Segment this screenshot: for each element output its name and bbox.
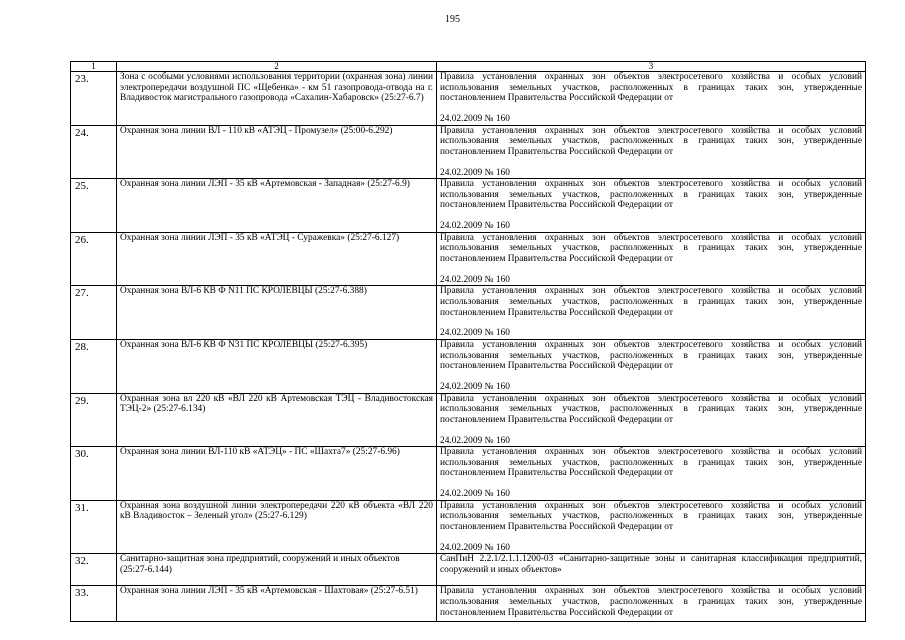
regulation-text: Правила установления охранных зон объектов электросетевого хозяйства и особых условий использования земельных участков, расположенных в границах таких зон, утвержденные постановлением Правительства Российской Федерации от	[440, 286, 862, 318]
zone-code: (25:27-6.144)	[120, 564, 172, 575]
table-row	[71, 500, 866, 554]
zone-name: Охранная зона линии ЛЭП - 35 кВ «Артемовская - Западная» (25:27-6.9)	[117, 179, 437, 233]
regulation-cell	[437, 447, 866, 501]
row-number: 31.	[71, 500, 117, 554]
row-number: 25.	[71, 179, 117, 233]
regulation-text: Правила установления охранных зон объектов электросетевого хозяйства и особых условий использования земельных участков, расположенных в границах таких зон, утвержденные постановлением Правительства Российской Федерации от	[440, 500, 862, 532]
table-row	[71, 554, 866, 586]
regulation-date: 24.02.2009 № 160	[440, 114, 510, 124]
regulation-text: СанПиН 2.2.1/2.1.1.1200-03 «Санитарно-защитные зоны и санитарная классификация предприятий, сооружений и иных объектов»	[440, 554, 862, 575]
zone-name: Охранная зона воздушной линии электропередачи 220 кВ объекта «ВЛ 220 кВ Владивосток – Зеленый угол» (25:27-6.129)	[117, 500, 437, 554]
zone-name: Санитарно-защитная зона предприятий, сооружений и иных объектов	[120, 554, 400, 565]
row-number: 32.	[71, 554, 117, 586]
regulation-text: Правила установления охранных зон объектов электросетевого хозяйства и особых условий использования земельных участков, расположенных в границах таких зон, утвержденные постановлением Правительства Российской Федерации от	[440, 179, 862, 211]
regulation-cell	[437, 125, 866, 179]
table-header-row	[71, 62, 866, 72]
table-row	[71, 72, 866, 126]
regulation-cell	[437, 500, 866, 554]
regulation-cell	[437, 586, 866, 622]
regulation-cell	[437, 554, 866, 586]
row-number: 28.	[71, 339, 117, 393]
table-row	[71, 447, 866, 501]
zone-name: Охранная зона ВЛ-6 КВ Ф N31 ПС КРОЛЕВЦЫ (25:27-6.395)	[117, 339, 437, 393]
regulation-text: Правила установления охранных зон объектов электросетевого хозяйства и особых условий использования земельных участков, расположенных в границах таких зон, утвержденные постановлением Правительства Российской Федерации от	[440, 125, 862, 157]
zone-name: Охранная зона ВЛ-6 КВ Ф N11 ПС КРОЛЕВЦЫ (25:27-6.388)	[117, 286, 437, 340]
regulation-text: Правила установления охранных зон объектов электросетевого хозяйства и особых условий использования земельных участков, расположенных в границах таких зон, утвержденные постановлением Правительства Российской Федерации от	[440, 393, 862, 425]
regulation-cell	[437, 339, 866, 393]
zone-name: Охранная зона линии ВЛ - 110 кВ «АТЭЦ - Промузел» (25:00-6.292)	[117, 125, 437, 179]
regulation-date: 24.02.2009 № 160	[440, 221, 510, 232]
zone-name: Охранная зона линии ЛЭП - 35 кВ «Артемовская - Шахтовая» (25:27-6.51)	[117, 586, 437, 622]
header-col-1: 1	[71, 62, 117, 72]
row-number: 29.	[71, 393, 117, 447]
row-number: 24.	[71, 125, 117, 179]
regulation-date: 24.02.2009 № 160	[440, 328, 510, 339]
regulation-cell	[437, 232, 866, 286]
regulation-text: Правила установления охранных зон объектов электросетевого хозяйства и особых условий использования земельных участков, расположенных в границах таких зон, утвержденные постановлением Правительства Российской Федерации от	[440, 447, 862, 479]
regulation-text: Правила установления охранных зон объектов электросетевого хозяйства и особых условий использования земельных участков, расположенных в границах таких зон, утвержденные постановлением Правительства Российской Федерации от	[440, 586, 862, 618]
row-number: 33.	[71, 586, 117, 622]
regulation-date: 24.02.2009 № 160	[440, 542, 510, 553]
regulation-date: 24.02.2009 № 160	[440, 381, 510, 392]
regulation-date: 24.02.2009 № 160	[440, 274, 510, 285]
table-row	[71, 125, 866, 179]
table-row	[71, 393, 866, 447]
regulation-date: 24.02.2009 № 160	[440, 167, 510, 178]
zones-table	[70, 61, 866, 622]
header-col-2: 2	[117, 62, 437, 72]
regulation-cell	[437, 72, 866, 126]
row-number: 23.	[71, 72, 117, 126]
table-row	[71, 339, 866, 393]
row-number: 26.	[71, 232, 117, 286]
zone-name: Охранная зона линии ВЛ-110 кВ «АТЭЦ» - ПС «Шахта7» (25:27-6.96)	[117, 447, 437, 501]
row-number: 30.	[71, 447, 117, 501]
regulation-cell	[437, 179, 866, 233]
regulation-date: 24.02.2009 № 160	[440, 489, 510, 500]
regulation-text: Правила установления охранных зон объектов электросетевого хозяйства и особых условий использования земельных участков, расположенных в границах таких зон, утвержденные постановлением Правительства Российской Федерации от	[440, 72, 862, 104]
zone-name: Зона с особыми условиями использования территории (охранная зона) линии электропередачи воздушной ПС «Щебенка» - км 51 газопровода-отвода на г. Владивосток магистрального газопровода «Сахалин-Хабаровск» (25:27-6.7)	[117, 72, 437, 126]
regulation-text: Правила установления охранных зон объектов электросетевого хозяйства и особых условий использования земельных участков, расположенных в границах таких зон, утвержденные постановлением Правительства Российской Федерации от	[440, 232, 862, 264]
row-number: 27.	[71, 286, 117, 340]
table-row	[71, 286, 866, 340]
zone-name-cell	[117, 554, 437, 586]
zone-name: Охранная зона вл 220 кВ «ВЛ 220 кВ Артемовская ТЭЦ - Владивостокская ТЭЦ-2» (25:27-6.134)	[117, 393, 437, 447]
table-row	[71, 586, 866, 622]
regulation-text: Правила установления охранных зон объектов электросетевого хозяйства и особых условий использования земельных участков, расположенных в границах таких зон, утвержденные постановлением Правительства Российской Федерации от	[440, 339, 862, 372]
table-row	[71, 179, 866, 233]
page-number: 195	[445, 14, 460, 25]
regulation-date: 24.02.2009 № 160	[440, 435, 510, 446]
regulation-cell	[437, 393, 866, 447]
table-row	[71, 232, 866, 286]
regulation-cell	[437, 286, 866, 340]
zone-name: Охранная зона линии ЛЭП - 35 кВ «АТЭЦ - Суражевка» (25:27-6.127)	[117, 232, 437, 286]
header-col-3: 3	[437, 62, 866, 72]
